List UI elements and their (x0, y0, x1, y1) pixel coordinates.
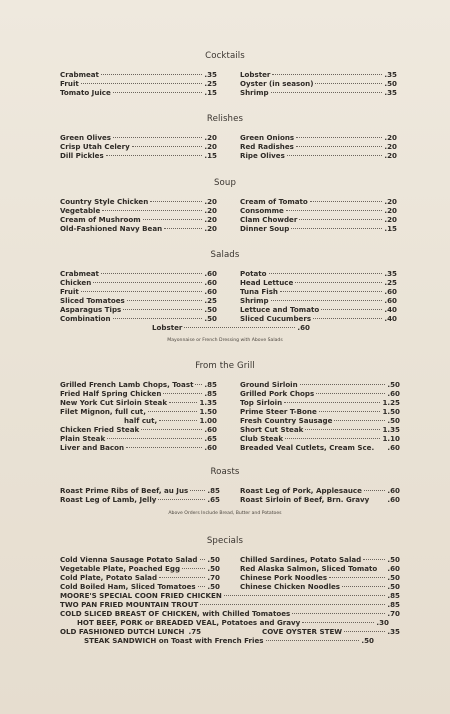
section-heading-specials: Specials (206, 536, 244, 546)
item-name: Crabmeat (60, 70, 99, 79)
item-name: COLD SLICED BREAST OF CHICKEN, with Chilled Tomatoes (60, 609, 291, 618)
item-price: .60 (387, 443, 400, 452)
section-heading-salads: Salads (210, 250, 240, 260)
item-price: .25 (204, 296, 217, 305)
item-price: .50 (361, 636, 374, 645)
menu-item (60, 278, 217, 287)
item-price: .70 (207, 573, 220, 582)
item-name: MOORE'S SPECIAL COON FRIED CHICKEN (60, 591, 222, 600)
dot-leader (296, 137, 382, 138)
menu-item (240, 287, 397, 296)
menu-item (60, 287, 217, 296)
menu-item (240, 495, 400, 504)
menu-item (60, 215, 217, 224)
menu-item (60, 269, 217, 278)
item-price: .60 (387, 486, 400, 495)
menu-item (60, 142, 217, 151)
item-name: Tuna Fish (240, 287, 278, 296)
menu-item (240, 380, 400, 389)
dot-leader (363, 559, 385, 560)
dot-leader (266, 640, 360, 641)
menu-item (240, 269, 397, 278)
dot-leader (106, 155, 203, 156)
item-name: Grilled Pork Chops (240, 389, 315, 398)
item-name: Cold Plate, Potato Salad (60, 573, 158, 582)
dot-leader (163, 393, 202, 394)
item-name: Lobster (240, 70, 271, 79)
item-name: Sliced Cucumbers (240, 314, 312, 323)
dot-leader (334, 420, 385, 421)
item-name: Breaded Veal Cutlets, Cream Sce. (240, 443, 375, 452)
dot-leader (313, 318, 382, 319)
dot-leader (329, 577, 385, 578)
dot-leader (159, 420, 197, 421)
item-price: .20 (204, 142, 217, 151)
item-name: Dill Pickles (60, 151, 104, 160)
menu-item (60, 197, 217, 206)
item-name: Grilled French Lamb Chops, Toast (60, 380, 194, 389)
dot-leader (148, 411, 198, 412)
item-price: .50 (387, 380, 400, 389)
roasts-note: Above Orders Include Bread, Butter and Potatoes (168, 511, 282, 516)
item-price: .20 (204, 224, 217, 233)
dot-leader (224, 595, 386, 596)
item-price: .60 (204, 287, 217, 296)
dot-leader (184, 327, 295, 328)
item-price: 1.35 (199, 398, 217, 407)
menu-item (240, 70, 397, 79)
item-price: .50 (204, 305, 217, 314)
menu-item (60, 88, 217, 97)
menu-item (60, 133, 217, 142)
item-price: .60 (204, 443, 217, 452)
item-name: Tomato Juice (60, 88, 111, 97)
item-price: .50 (387, 416, 400, 425)
item-price: .85 (204, 380, 217, 389)
menu-item (240, 425, 400, 434)
item-price: .65 (207, 495, 220, 504)
dot-leader (200, 559, 206, 560)
item-name: Potato (240, 269, 267, 278)
item-name: Lobster (152, 323, 183, 332)
dot-leader (132, 146, 203, 147)
item-name: Consomme (240, 206, 284, 215)
dot-leader (302, 622, 374, 623)
salads-note: Mayonnaise or French Dressing with Above Salads (167, 338, 283, 343)
item-name: Cold Boiled Ham, Sliced Tomatoes (60, 582, 196, 591)
dot-leader (101, 74, 202, 75)
dot-leader (272, 74, 382, 75)
item-price: .70 (387, 609, 400, 618)
item-name: Ground Sirloin (240, 380, 298, 389)
dot-leader (296, 146, 383, 147)
item-price: 1.10 (382, 434, 400, 443)
dot-leader (284, 402, 380, 403)
item-name: Cream of Tomato (240, 197, 308, 206)
item-name: Roast Leg of Pork, Applesauce (240, 486, 362, 495)
item-name: STEAK SANDWICH on Toast with French Fries (84, 636, 264, 645)
item-name: Head Lettuce (240, 278, 294, 287)
menu-item (60, 224, 217, 233)
section-heading-soup: Soup (213, 178, 236, 188)
menu-item (240, 224, 397, 233)
dot-leader (287, 155, 383, 156)
menu-item (60, 591, 400, 600)
section-heading-cocktails: Cocktails (205, 51, 245, 61)
item-price: .20 (204, 215, 217, 224)
dot-leader (305, 429, 380, 430)
menu-item (60, 305, 217, 314)
dot-leader (158, 499, 205, 500)
dot-leader (292, 613, 385, 614)
item-name: Club Steak (240, 434, 284, 443)
menu-item (84, 636, 374, 645)
item-name: Liver and Bacon (60, 443, 125, 452)
item-name: Chinese Chicken Noodles (240, 582, 341, 591)
dot-leader (299, 219, 382, 220)
item-name: Fruit (60, 287, 79, 296)
dot-leader (182, 568, 205, 569)
item-price: .60 (384, 287, 397, 296)
item-price: .35 (384, 70, 397, 79)
item-name: Chicken Fried Steak (60, 425, 140, 434)
item-price: .20 (384, 133, 397, 142)
item-name: Chinese Pork Noodles (240, 573, 328, 582)
dot-leader (169, 402, 197, 403)
item-name: Country Style Chicken (60, 197, 149, 206)
item-name: Ripe Olives (240, 151, 285, 160)
dot-leader (342, 586, 385, 587)
menu-item (240, 197, 397, 206)
dot-leader (269, 273, 383, 274)
item-price: .35 (384, 88, 397, 97)
dot-leader (190, 490, 205, 491)
item-price: .30 (376, 618, 389, 627)
item-name: Chilled Sardines, Potato Salad (240, 555, 362, 564)
menu-item (240, 555, 400, 564)
menu-item (240, 582, 400, 591)
item-price: .85 (387, 600, 400, 609)
menu-item (240, 486, 400, 495)
dot-leader (93, 282, 202, 283)
item-price: .75 (188, 627, 202, 636)
menu-item (60, 151, 217, 160)
menu-item (240, 573, 400, 582)
item-price: .35 (204, 70, 217, 79)
menu-item (240, 305, 397, 314)
item-price: .40 (384, 314, 397, 323)
menu-item (60, 296, 217, 305)
menu-item (60, 564, 220, 573)
item-price: .50 (207, 564, 220, 573)
item-name: Cold Vienna Sausage Potato Salad (60, 555, 198, 564)
item-price: 1.50 (382, 407, 400, 416)
item-price: .15 (204, 88, 217, 97)
menu-item (60, 627, 202, 636)
item-price: 1.00 (199, 416, 217, 425)
menu-item (240, 314, 397, 323)
dot-leader (141, 429, 202, 430)
item-name: Fresh Country Sausage (240, 416, 333, 425)
item-name: Chicken (60, 278, 92, 287)
menu-item (60, 79, 217, 88)
dot-leader (271, 92, 383, 93)
item-name: Green Olives (60, 133, 112, 142)
dot-leader (150, 201, 202, 202)
item-name: Shrimp (240, 88, 269, 97)
menu-item (60, 407, 217, 416)
item-price: 1.35 (382, 425, 400, 434)
item-price: .20 (384, 197, 397, 206)
item-name: Lettuce and Tomato (240, 305, 320, 314)
dot-leader (280, 291, 382, 292)
dot-leader (164, 228, 202, 229)
item-name: Clam Chowder (240, 215, 298, 224)
item-name: Short Cut Steak (240, 425, 304, 434)
item-name: Filet Mignon, full cut, (60, 407, 146, 416)
menu-item (60, 425, 217, 434)
item-name: Top Sirloin (240, 398, 283, 407)
dot-leader (300, 384, 386, 385)
dot-leader (364, 490, 385, 491)
item-price: .85 (387, 591, 400, 600)
item-price: .20 (384, 151, 397, 160)
menu-item (60, 495, 220, 504)
item-price: .85 (207, 486, 220, 495)
dot-leader (200, 604, 385, 605)
item-price: .20 (384, 206, 397, 215)
menu-item (124, 416, 217, 425)
item-name: Dinner Soup (240, 224, 290, 233)
item-price: .35 (387, 627, 400, 636)
item-name: Red Alaska Salmon, Sliced Tomato (240, 564, 378, 573)
item-price: .50 (207, 555, 220, 564)
item-price: 1.50 (199, 407, 217, 416)
menu-item (152, 323, 310, 332)
dot-leader (315, 83, 382, 84)
item-price: .50 (387, 573, 400, 582)
item-price: .85 (204, 389, 217, 398)
menu-item (240, 407, 400, 416)
item-name: Fried Half Spring Chicken (60, 389, 162, 398)
item-name: TWO PAN FRIED MOUNTAIN TROUT (60, 600, 199, 609)
dot-leader (107, 438, 202, 439)
dot-leader (310, 201, 383, 202)
item-price: .25 (384, 278, 397, 287)
item-price: .60 (204, 269, 217, 278)
dot-leader (319, 411, 381, 412)
item-price: .25 (204, 79, 217, 88)
menu-item (240, 278, 397, 287)
item-price: .15 (204, 151, 217, 160)
item-name: Roast Leg of Lamb, Jelly (60, 495, 157, 504)
menu-item (60, 314, 217, 323)
item-price: .20 (384, 142, 397, 151)
menu-item (240, 133, 397, 142)
dot-leader (271, 300, 383, 301)
menu-item (60, 573, 220, 582)
menu-item (240, 434, 400, 443)
item-name: Fruit (60, 79, 79, 88)
dot-leader (127, 300, 203, 301)
item-price: .20 (204, 206, 217, 215)
section-heading-roasts: Roasts (210, 467, 240, 477)
menu-item (240, 88, 397, 97)
item-name: COVE OYSTER STEW (262, 627, 343, 636)
item-price: .60 (204, 278, 217, 287)
dot-leader (81, 291, 203, 292)
item-price: 1.25 (382, 398, 400, 407)
item-name: Cream of Mushroom (60, 215, 141, 224)
dot-leader (126, 447, 202, 448)
item-name: Red Radishes (240, 142, 294, 151)
item-price: .15 (384, 224, 397, 233)
menu-item (60, 600, 400, 609)
section-heading-grill: From the Grill (195, 361, 255, 371)
item-name: Vegetable Plate, Poached Egg (60, 564, 181, 573)
dot-leader (81, 83, 203, 84)
item-name: Crisp Utah Celery (60, 142, 130, 151)
item-name: Crabmeat (60, 269, 99, 278)
menu-item (60, 582, 220, 591)
item-name: Old-Fashioned Navy Bean (60, 224, 163, 233)
item-price: .35 (384, 269, 397, 278)
item-price: .50 (207, 582, 220, 591)
menu-item (240, 215, 397, 224)
menu-item (240, 142, 397, 151)
menu-item (240, 79, 397, 88)
menu-item (60, 206, 217, 215)
item-name: Asparagus Tips (60, 305, 122, 314)
item-price: .60 (387, 495, 400, 504)
item-price: .65 (204, 434, 217, 443)
item-price: .20 (204, 133, 217, 142)
menu-item (240, 296, 397, 305)
item-name: Green Onions (240, 133, 295, 142)
dot-leader (113, 137, 202, 138)
menu-item (60, 434, 217, 443)
dot-leader (123, 309, 202, 310)
menu-item (240, 416, 400, 425)
dot-leader (291, 228, 382, 229)
item-name: HOT BEEF, PORK or BREADED VEAL, Potatoes and Gravy (77, 618, 301, 627)
dot-leader (195, 384, 202, 385)
dot-leader (285, 438, 380, 439)
item-name: Sliced Tomatoes (60, 296, 125, 305)
section-heading-relishes: Relishes (206, 114, 244, 124)
item-name: Roast Prime Ribs of Beef, au Jus (60, 486, 189, 495)
menu-item (60, 398, 217, 407)
menu-item (60, 443, 217, 452)
item-price: .50 (387, 582, 400, 591)
dot-leader (344, 631, 385, 632)
item-price: .60 (204, 425, 217, 434)
item-price: .60 (297, 323, 310, 332)
menu-item (60, 609, 400, 618)
menu-item (262, 627, 400, 636)
menu-item (240, 443, 400, 452)
item-name: Shrimp (240, 296, 269, 305)
menu-item (240, 151, 397, 160)
item-price: .60 (387, 389, 400, 398)
menu-item (240, 206, 397, 215)
dot-leader (102, 210, 202, 211)
item-name: Vegetable (60, 206, 101, 215)
item-price: .20 (204, 197, 217, 206)
item-price: .20 (384, 215, 397, 224)
item-name: half cut, (124, 416, 158, 425)
item-name: Plain Steak (60, 434, 106, 443)
item-price: .40 (384, 305, 397, 314)
menu-item (77, 618, 389, 627)
dot-leader (286, 210, 383, 211)
item-name: Combination (60, 314, 111, 323)
menu-item (60, 380, 217, 389)
item-name: OLD FASHIONED DUTCH LUNCH (60, 627, 185, 636)
dot-leader (113, 318, 203, 319)
dot-leader (101, 273, 202, 274)
dot-leader (198, 586, 206, 587)
item-name: Oyster (in season) (240, 79, 314, 88)
item-price: .60 (387, 564, 400, 573)
dot-leader (143, 219, 203, 220)
item-price: .50 (204, 314, 217, 323)
dot-leader (316, 393, 385, 394)
item-name: Roast Sirloin of Beef, Brn. Gravy (240, 495, 370, 504)
item-price: .50 (387, 555, 400, 564)
menu-item (60, 555, 220, 564)
dot-leader (295, 282, 382, 283)
dot-leader (321, 309, 382, 310)
menu-item (240, 564, 400, 573)
menu-item (240, 389, 400, 398)
item-price: .50 (384, 79, 397, 88)
item-name: New York Cut Sirloin Steak (60, 398, 168, 407)
menu-item (60, 389, 217, 398)
dot-leader (113, 92, 203, 93)
menu-item (60, 70, 217, 79)
item-name: Prime Steer T-Bone (240, 407, 317, 416)
menu-item (60, 486, 220, 495)
item-price: .60 (384, 296, 397, 305)
dot-leader (159, 577, 205, 578)
menu-item (240, 398, 400, 407)
